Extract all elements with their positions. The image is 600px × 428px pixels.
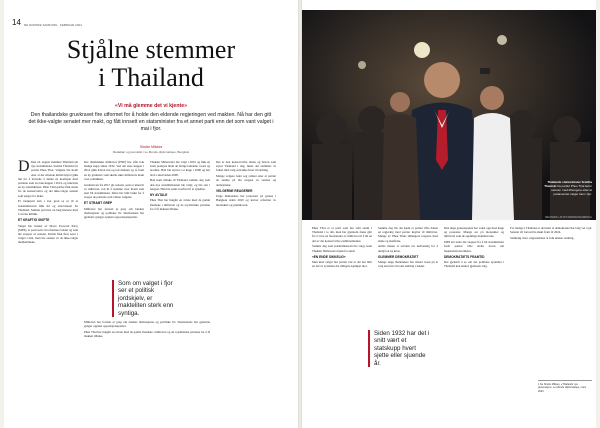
paragraph: Samtidig viser valgresultatet at folk ønsker endring. <box>510 236 575 240</box>
left-column-2 <box>84 160 144 275</box>
subheading: ET STRAMT GREP <box>84 201 113 206</box>
paragraph: MFP sin leder ble stoppet fra å bli statsminister fordi partiet ville endre loven om majestetsfornærmelse. <box>444 240 504 253</box>
paragraph: Det thailandske militæret (PNP) har stått bak mange kupp siden 1932. Ved det siste kuppet i 2014 gikk hæren inn og tok makten og la fram en ny grunnlov som skulle sikre militærets makt over politikken. <box>84 160 144 181</box>
paragraph: Mange unge thailendere har mistet troen på at valg kan føre til reell endring i landet. <box>378 260 438 269</box>
photo-credit: REUTERS / ATHIT PERAWONGMETHA <box>545 216 592 219</box>
page-number-left: 14 <box>12 18 21 27</box>
paragraph: Grunnloven fra 2017 gir senatet, som er utnevnt av militæret, rett til å stemme over hvem som skal bli statsminister. Dette har blitt brukt for å stoppe de partiene som vinner valgene. <box>84 182 144 200</box>
paragraph: Mange velgere føler seg sviktet etter at partiet de stemte på ble stoppet av senatet og domstolene. <box>216 174 276 187</box>
paragraph: Militæret har fortsatt et grep om landets institusjoner og politiske liv. Domstolene har gjentatte ganger oppløst opposisjonspartier. <box>84 320 210 329</box>
paragraph: Samme dag ble det kjent at partiet ville danne en regjering med partier knyttet til militæret. Mange av Pheu Thais tilhengere reagerte med sinne og skuffelse. <box>378 226 438 243</box>
photo-caption <box>536 180 592 196</box>
lead-kicker: «Vi må glemme det vi kjente» <box>115 103 187 109</box>
title-line-2: i Thailand <box>98 63 204 92</box>
left-column-3 <box>150 160 210 275</box>
footnote: 1 Se Sindre Mikkes, «Thailands nye generasjon», Le Monde diplomatique, mars 2023. <box>538 380 592 393</box>
paragraph: Et tredjepart kan i stor grad se ut til at statsministeren fikk tid og statsviteren fra Thailand. Samme parti har en lang historie med å avvise kritikk. <box>18 199 78 217</box>
right-column-4 <box>510 226 592 376</box>
subheading: ET KRAFTIG SKIFTE <box>18 218 50 223</box>
paragraph: Militæret har fortsatt et grep om landets institusjoner og politiske liv. Domstolene har gjentatte ganger oppløst opposisjonspartier. <box>84 206 144 220</box>
paragraph: Unge thailendere har protestert på gatene i Bangkok siden 2020 og krever reformer av monarkiet og grunnloven. <box>216 194 276 207</box>
paragraph: Den 22. august stemmer Thailand sin nye statsminister, Srettha Thavisin fra partiet Pheu Thai. Valgene ble holdt etter at det sittende militærstyret gikk inn for å fortsette å danne en koalisjon med partiene som sto bak kuppet i 2014, og utnevnte en ny statsminister. Pheu Thai-partiet fikk støtte fra de konservative og det ikke-valgte senatet som sørger for makt. <box>18 160 78 198</box>
paragraph: Samme dag som statsministeren ble valgt, kom Thaksin Shinawatra hjem fra eksil. <box>312 244 372 253</box>
byline: Sindre Mikkes <box>139 145 163 149</box>
paragraph: Thaksin Shinawatra ble valgt i 2001 og fikk en sterk posisjon blant de fattige bøndene i nord og nordøst. Han ble styrtet i et kupp i 2006 og har levd i eksil siden 2008. <box>150 160 210 177</box>
subheading: DEMOKRATIETS FRAMTID <box>444 254 485 259</box>
left-column-4 <box>216 160 276 410</box>
paragraph: Men med valget har partiet vist at det har blitt en del av systemet det tidligere kjempet mot. <box>312 260 372 269</box>
paragraph: Andre mener at avtalen var nødvendig for å unngå en ny krise. <box>378 244 438 253</box>
paragraph: For mange i Thailand er det klart at demokratiet har lang vei å gå. Senatet vil fortsatt ha makt fram til 2024. <box>510 226 592 235</box>
caption-bold: Thailands statsminister Srettha Thavisin <box>544 180 592 188</box>
subheading: «EN ENDE SIKKELIG» <box>312 254 346 259</box>
right-column-2 <box>378 226 438 322</box>
subheading: GLEMMER DEMOKRATIET <box>378 254 419 259</box>
paragraph: Valget ble vunnet av Move Forward Party (MFP), et parti som vil reformere landet og som ble stoppet av senatet. Partiet fikk flest seter i valget i mai, men ble stanset av de ikke-valgte medlemmene. <box>18 223 78 245</box>
dropcap: D <box>18 160 30 175</box>
article-title <box>4 36 298 92</box>
subheading: NY AVTALE <box>150 193 168 198</box>
left-lower-text <box>84 320 210 412</box>
caption-text: fra partiet Pheu Thai feirer seieren med tilhengere etter at parlamentet valgte ham i fjor. <box>551 184 592 196</box>
left-column-1 <box>18 160 78 410</box>
right-column-3 <box>444 226 504 416</box>
byline-role: Redaktør og journalist i Le Monde diplomatique, Bangkok <box>112 150 190 154</box>
subheading: VELGERNE REAGERER <box>216 188 253 193</box>
paragraph: Den unge generasjonen har vokst opp med kupp og protester. Mange ser på monarkiet og militæret som de egentlige makthaverne. <box>444 226 504 239</box>
right-page <box>302 0 596 428</box>
paragraph: Pheu Thai har inngått en avtale med de gamle fiendene i militæret og de royalistiske partiene for å få makten tilbake. <box>150 198 210 211</box>
paragraph: Pheu Thai er et parti som har stått sterkt i Thailand i to tiår, men har gjennom årene gått fra å være en motstander av militæret til å bli en del av det konservative etablissementet. <box>312 226 372 243</box>
pull-quote-left: Som om valget i fjor ser et politisk jordskjelv, er makteliten sterk enn syntiga. <box>112 280 176 317</box>
left-page <box>4 0 298 428</box>
right-column-1 <box>312 226 372 416</box>
news-photo <box>302 10 596 220</box>
title-line-1: Stjålne stemmer <box>66 35 236 64</box>
running-head-left: DE NORSKE SAMFUNN · FEBRUAR 2024 <box>24 23 82 27</box>
paragraph: Det er den konservative eliten og hæren som styrer Thailand i dag, mens det stemmes av folket med valg som ikke fører til endring. <box>216 160 276 173</box>
lead-text: Den thailandske gruvkravet fire utformet for å holde den eldende regjeringen ved makten. Nå har den gitt det ikke-valgte senatet mer makt, og fått innsett en statsminister fra et annet parti enn det som vant valget i mai i fjor. <box>28 112 274 132</box>
paragraph: Pheu Thai har inngått en avtale med de gamle fiendene i militæret og de royalistiske partiene for å få makten tilbake. <box>84 330 210 339</box>
paragraph: Han kom tilbake til Thailand samme dag som den nye statsministeren ble valgt, og ble satt i fengsel. Han ble raskt overført til et sykehus. <box>150 178 210 191</box>
pull-quote-right: Siden 1932 har det i snitt vært et statskupp hvert sjette eller sjuende år. <box>368 330 432 367</box>
paragraph: Det gjenstår å se om det politiske systemet i Thailand kan endres gjennom valg. <box>444 260 504 269</box>
